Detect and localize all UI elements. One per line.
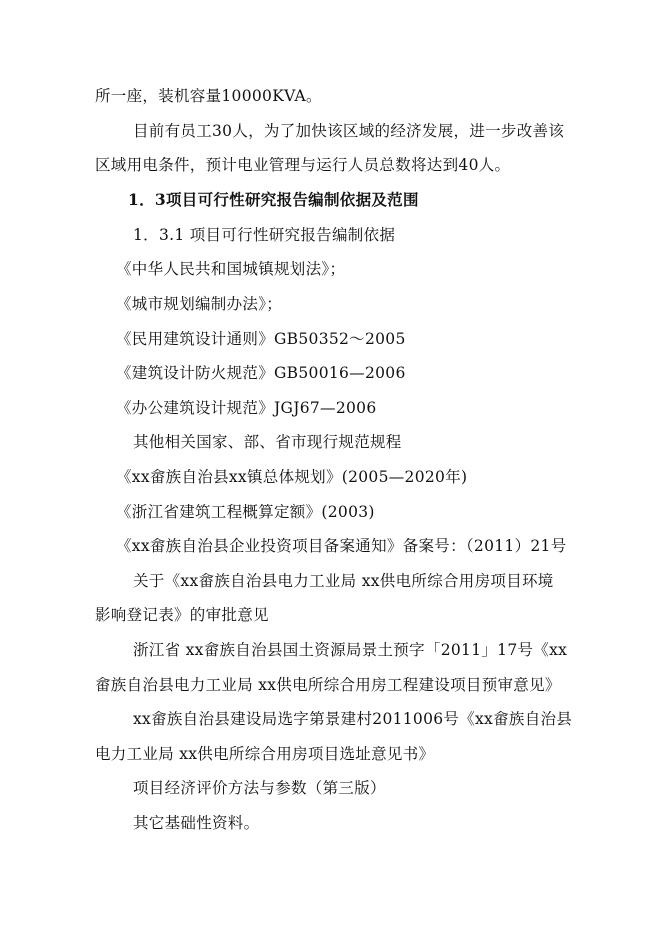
reference-item: 《中华人民共和国城镇规划法》； [116, 260, 346, 278]
reference-item: 其它基础性资料。 [133, 814, 260, 832]
reference-item: 《办公建筑设计规范》JGJ67—2006 [116, 399, 377, 417]
reference-item: 项目经济评价方法与参数（第三版） [133, 779, 386, 797]
reference-item: 其他相关国家、部、省市现行规范规程 [133, 433, 402, 451]
reference-item: 《浙江省建筑工程概算定额》(2003) [116, 503, 375, 521]
text-line-3: 区域用电条件，预计电业管理与运行人员总数将达到40人。 [95, 156, 511, 174]
text-line-1: 所一座，装机容量10000KVA。 [95, 87, 322, 105]
reference-item: 《建筑设计防火规范》GB50016—2006 [116, 364, 406, 382]
text-line-2: 目前有员工30人，为了加快该区域的经济发展，进一步改善该 [133, 122, 565, 140]
reference-item-continued: 电力工业局 xx供电所综合用房项目选址意见书》 [95, 745, 435, 763]
subsection-heading: 1．3.1 项目可行性研究报告编制依据 [133, 226, 396, 244]
reference-item: 浙江省 xx畲族自治县国土资源局景土预字「2011」17号《xx [133, 641, 568, 659]
reference-item-continued: 畲族自治县电力工业局 xx供电所综合用房工程建设项目预审意见》 [95, 676, 561, 694]
reference-item: 《xx畲族自治县企业投资项目备案通知》备案号：（2011）21号 [116, 537, 567, 555]
reference-item: 《xx畲族自治县xx镇总体规划》(2005—2020年) [116, 468, 468, 486]
reference-item: 《民用建筑设计通则》GB50352～2005 [116, 330, 406, 348]
reference-item: 《城市规划编制办法》； [116, 295, 283, 313]
section-heading: 1．3项目可行性研究报告编制依据及范围 [128, 190, 419, 209]
reference-item-continued: 影响登记表》的审批意见 [95, 606, 269, 624]
reference-item: xx畲族自治县建设局选字第景建村2011006号《xx畲族自治县 [133, 710, 573, 728]
reference-item: 关于《xx畲族自治县电力工业局 xx供电所综合用房项目环境 [133, 572, 554, 590]
